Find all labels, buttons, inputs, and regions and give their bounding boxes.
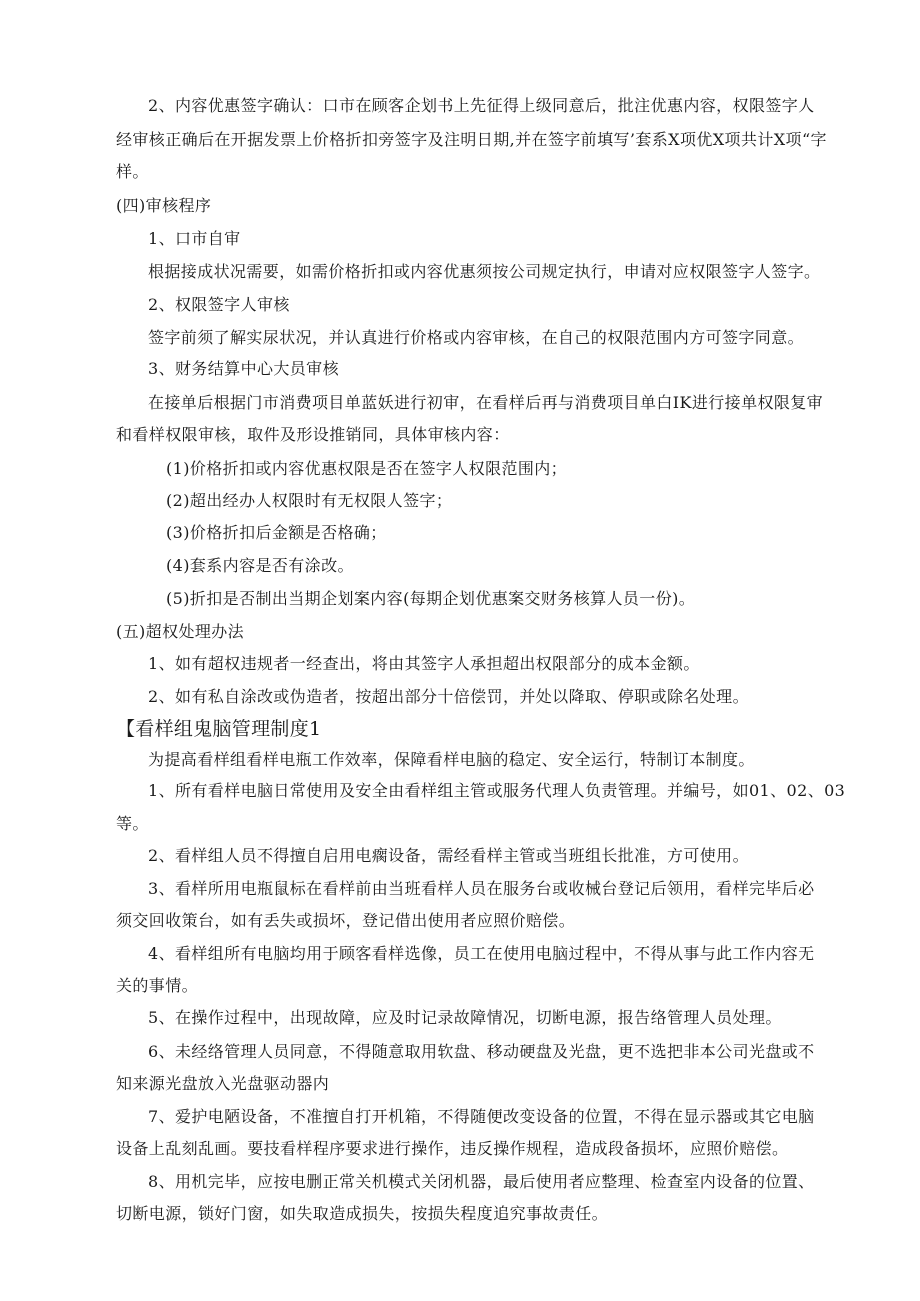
paragraph-line: 知来源光盘放入光盘驱动器内 [116,1074,330,1093]
document-section-title: 【看样组鬼脑管理制度1 [116,718,322,740]
paragraph-line: 3、看样所用电瓶鼠标在看样前由当班看样人员在服务台或收械台登记后领用，看样完毕后必 [148,879,815,898]
paragraph-line: 1、如有超权违规者一经查出，将由其签字人承担超出权限部分的成本金额。 [148,654,700,673]
paragraph-line: 关的事情。 [116,976,199,995]
paragraph-line: 1、所有看样电脑日常使用及安全由看样组主管或服务代理人负责管理。并编号，如01、02、03 [148,781,846,800]
subsection-heading: 3、财务结算中心大员审核 [148,359,339,378]
section-heading: (五)超权处理办法 [116,622,245,641]
list-item: (5)折扣是否制出当期企划案内容(每期企划优惠案交财务核算人员一份)。 [166,589,696,608]
paragraph-line: 4、看样组所有电脑均用于顾客看样选像，员工在使用电脑过程中，不得从事与此工作内容无 [148,944,815,963]
subsection-heading: 2、权限签字人审核 [148,295,290,314]
paragraph-line: 为提高看样组看样电瓶工作效率，保障看样电脑的稳定、安全运行，特制订本制度。 [148,750,755,769]
paragraph-line: 2、内容优惠签字确认：口市在顾客企划书上先征得上级同意后，批注优惠内容，权限签字人 [148,96,815,115]
paragraph-line: 须交回收策台，如有丢失或损坏，登记借出使用者应照价赔偿。 [116,911,576,930]
subsection-heading: 1、口市自审 [148,229,241,248]
paragraph-line: 在接单后根据门市消费项目单蓝妖进行初审，在看样后再与消费项目单白IK进行接单权限复审 [148,393,824,412]
list-item: (1)价格折扣或内容优惠权限是否在签字人权限范围内； [166,459,568,478]
paragraph-line: 等。 [116,814,149,833]
paragraph-line: 2、看样组人员不得擅自启用电瘸设备，需经看样主管或当班组长批准，方可使用。 [148,846,749,865]
paragraph-line: 7、爱护电陋设备，不准擅自打开机箱，不得随便改变设备的位置，不得在显示器或其它电脑 [148,1107,815,1126]
paragraph-line: 切断电源，锁好门窗，如失取造成损失，按损失程度追究事故责任。 [116,1204,609,1223]
paragraph-line: 6、未经络管理人员同意，不得随意取用软盘、移动硬盘及光盘，更不选把非本公司光盘或不 [148,1042,815,1061]
paragraph-line: 设备上乱刻乱画。要技看样程序要求进行操作，违反操作规程，造成段备损坏，应照价赔偿。 [116,1139,789,1158]
list-item: (2)超出经办人权限时有无权限人签字； [166,491,453,510]
paragraph-line: 经审核正确后在开据发票上价格折扣旁签字及注明日期,并在签字前填写’套系X项优X项共计X项“字 [116,130,827,149]
list-item: (3)价格折扣后金额是否格确； [166,523,387,542]
paragraph-line: 样。 [116,162,149,181]
paragraph-line: 5、在操作过程中，出现故障，应及时记录故障情况，切断电源，报告络管理人员处理。 [148,1008,782,1027]
paragraph-line: 签字前须了解实尿状况，并认真进行价格或内容审核，在自己的权限范围内方可签字同意。 [148,328,805,347]
paragraph-line: 和看样权限审核，取件及形设推销同，具体审核内容： [116,425,510,444]
paragraph-line: 根据接成状况需要，如需价格折扣或内容优惠须按公司规定执行，申请对应权限签字人签字。 [148,262,821,281]
paragraph-line: 8、用机完毕，应按电删正常关机模式关闭机器，最后使用者应整理、检查室内设备的位置、 [148,1172,815,1191]
section-heading: (四)审核程序 [116,196,212,215]
list-item: (4)套系内容是否有涂改。 [166,556,354,575]
paragraph-line: 2、如有私自涂改或伪造者，按超出部分十倍偿罚，并处以降取、停职或除名处理。 [148,687,749,706]
